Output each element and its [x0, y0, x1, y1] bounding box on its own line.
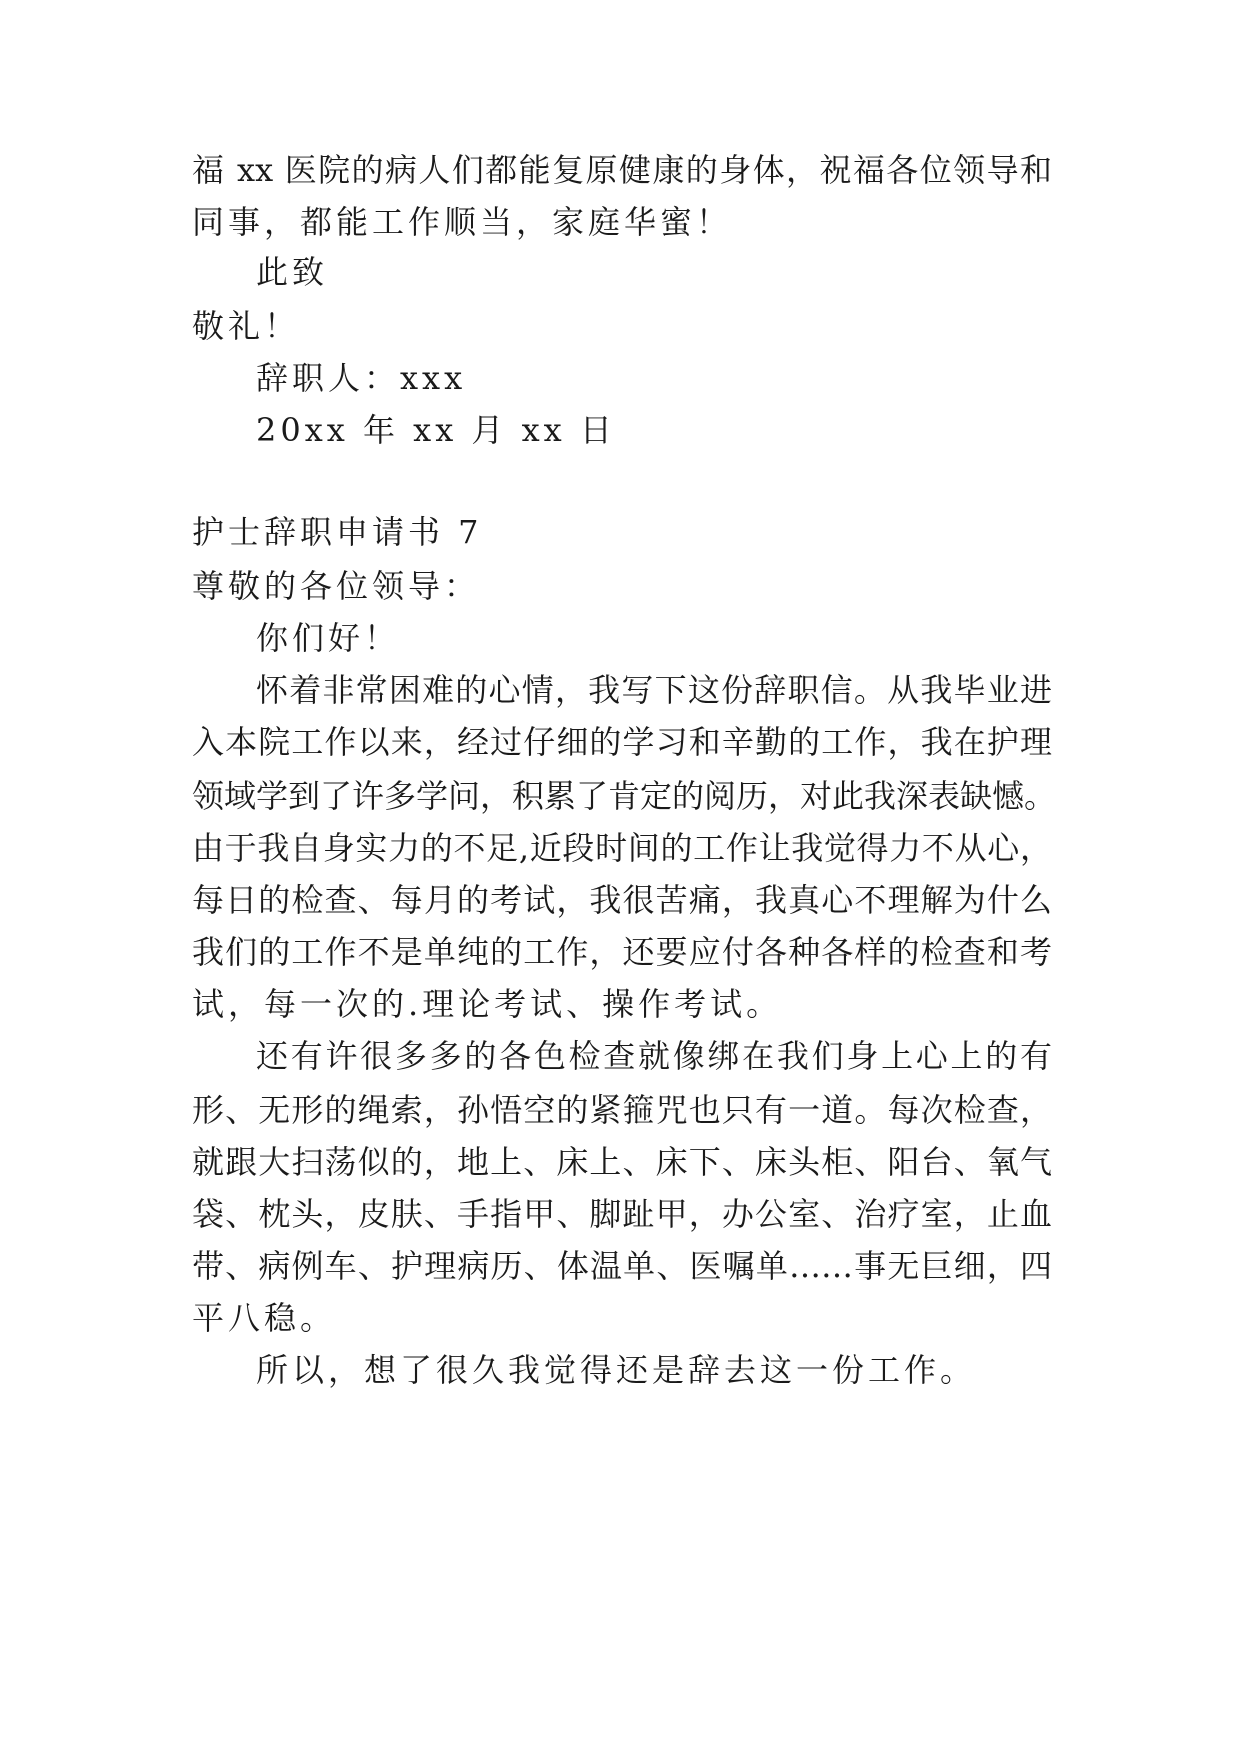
paragraph-line: 入本院工作以来，经过仔细的学习和辛勤的工作，我在护理: [192, 723, 1052, 761]
paragraph-line: 每日的检查、每月的考试，我很苦痛，我真心不理解为什么: [192, 881, 1052, 919]
signature: 辞职人：xxx: [256, 359, 467, 397]
paragraph-line: 怀着非常困难的心情，我写下这份辞职信。从我毕业进: [256, 671, 1052, 709]
paragraph-line: 领域学到了许多学问，积累了肯定的阅历，对此我深表缺憾。: [192, 777, 1057, 815]
closing-line: 敬礼！: [192, 307, 301, 345]
paragraph-line: 我们的工作不是单纯的工作，还要应付各种各样的检查和考: [192, 933, 1052, 971]
closing-line: 此致: [256, 253, 329, 291]
body-line: 福 xx 医院的病人们都能复原健康的身体，祝福各位领导和: [192, 151, 1052, 189]
paragraph-line: 由于我自身实力的不足,近段时间的工作让我觉得力不从心，: [192, 829, 1052, 867]
body-line: 同事，都能工作顺当，家庭华蜜！: [192, 203, 733, 241]
paragraph-line: 带、病例车、护理病历、体温单、医嘱单……事无巨细，四: [192, 1247, 1052, 1285]
salutation: 尊敬的各位领导：: [192, 567, 481, 605]
paragraph-line: 所以，想了很久我觉得还是辞去这一份工作。: [256, 1351, 977, 1389]
paragraph-line: 袋、枕头，皮肤、手指甲、脚趾甲，办公室、治疗室，止血: [192, 1195, 1052, 1233]
paragraph-line: 还有许很多多的各色检查就像绑在我们身上心上的有: [256, 1037, 1052, 1075]
paragraph-line: 就跟大扫荡似的，地上、床上、床下、床头柜、阳台、氧气: [192, 1143, 1052, 1181]
document-title: 护士辞职申请书 7: [192, 513, 483, 551]
date: 20xx 年 xx 月 xx 日: [256, 411, 616, 449]
paragraph-line: 试，每一次的.理论考试、操作考试。: [192, 985, 783, 1023]
paragraph-line: 形、无形的绳索，孙悟空的紧箍咒也只有一道。每次检查，: [192, 1091, 1052, 1129]
greeting: 你们好！: [256, 619, 401, 657]
paragraph-line: 平八稳。: [192, 1299, 337, 1337]
